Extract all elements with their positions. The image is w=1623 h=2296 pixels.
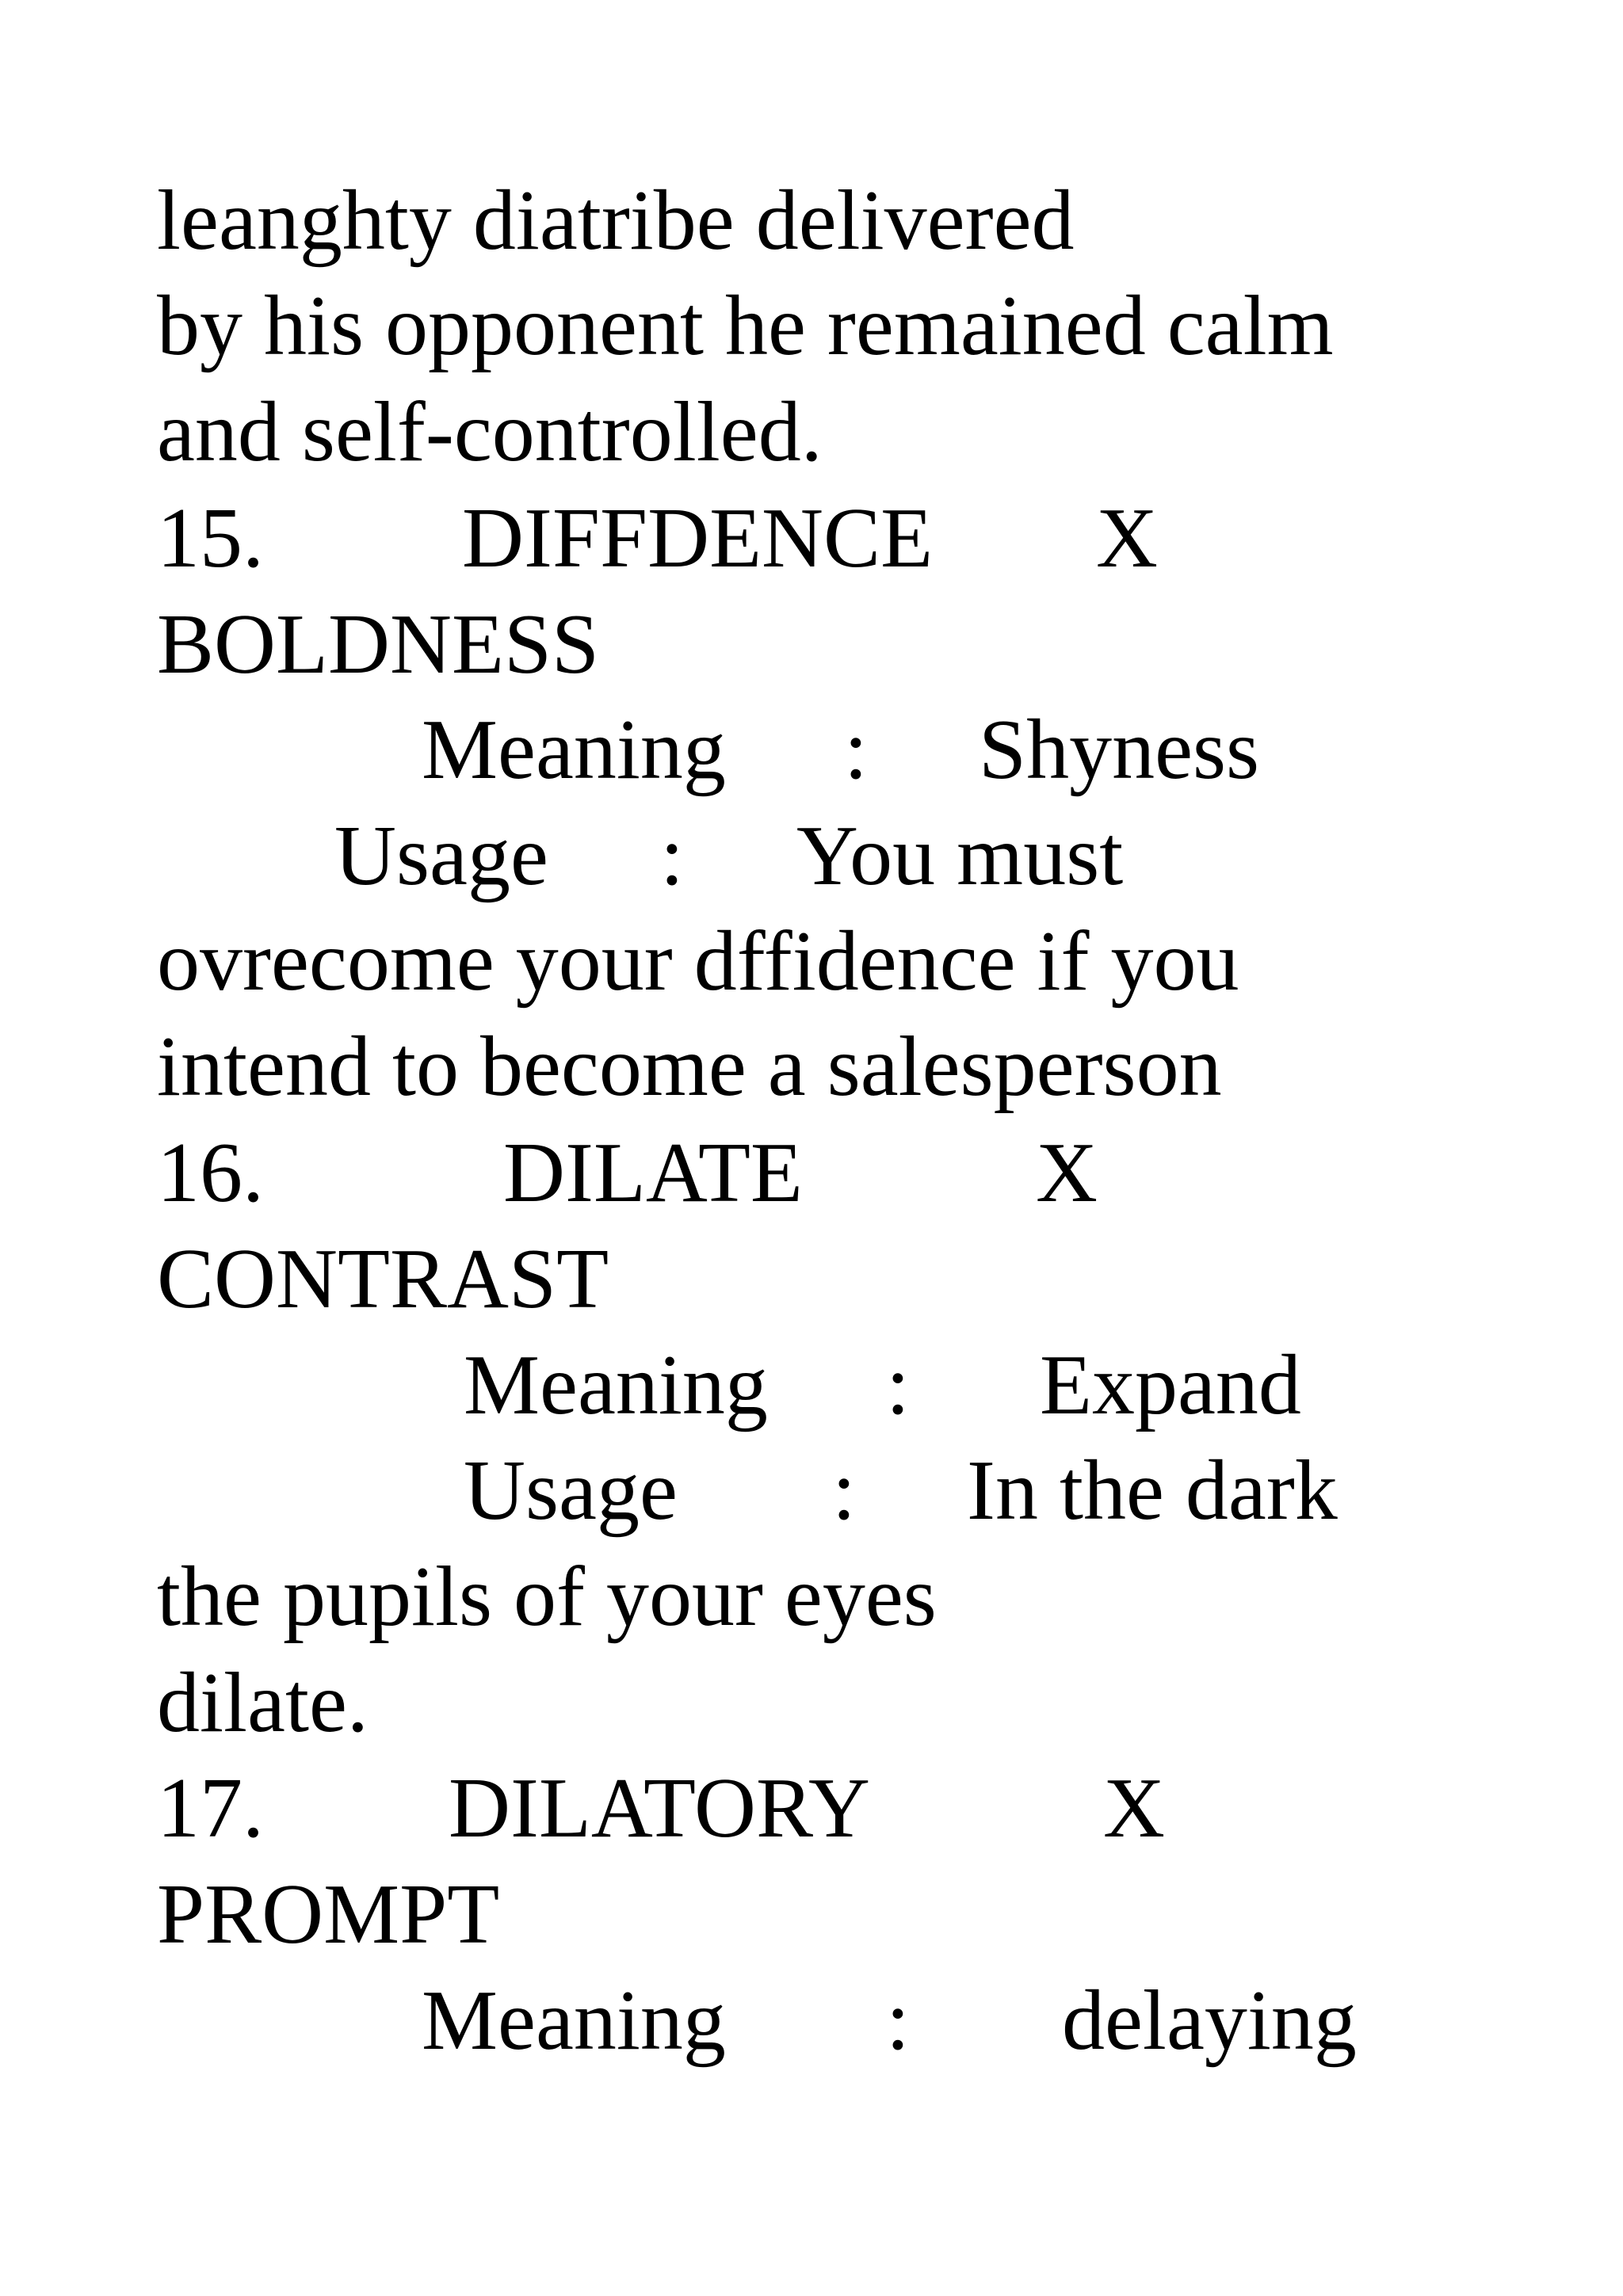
usage-label: Usage (464, 1444, 678, 1538)
meaning-label: Meaning (422, 703, 726, 797)
entry-antonym: PROMPT (157, 1867, 500, 1962)
entry-word: DIFFDENCE (462, 491, 934, 585)
meaning-value: Shyness (979, 703, 1260, 797)
meaning-value: Expand (1040, 1338, 1301, 1432)
meaning-colon: : (844, 703, 869, 797)
usage-colon: : (660, 809, 685, 903)
usage-line: ovrecome your dffidence if you (157, 914, 1239, 1009)
text-line: leanghty diatribe delivered (157, 174, 1075, 268)
entry-word: DILATE (503, 1126, 803, 1220)
entry-number: 15. (157, 491, 264, 585)
usage-line: intend to become a salesperson (157, 1020, 1222, 1114)
usage-colon: : (832, 1444, 857, 1538)
usage-value: In the dark (967, 1444, 1338, 1538)
entry-separator: X (1036, 1126, 1098, 1220)
meaning-label: Meaning (464, 1338, 768, 1432)
usage-value: You must (796, 809, 1124, 903)
meaning-value: delaying (1062, 1974, 1357, 2068)
usage-line: the pupils of your eyes (157, 1550, 937, 1644)
usage-label: Usage (334, 809, 548, 903)
entry-separator: X (1096, 491, 1158, 585)
meaning-colon: : (886, 1974, 911, 2068)
meaning-colon: : (886, 1338, 911, 1432)
entry-word: DILATORY (449, 1761, 871, 1855)
entry-antonym: BOLDNESS (157, 597, 600, 692)
entry-number: 17. (157, 1761, 264, 1855)
entry-separator: X (1103, 1761, 1165, 1855)
entry-number: 16. (157, 1126, 264, 1220)
meaning-label: Meaning (422, 1974, 726, 2068)
text-line: by his opponent he remained calm (157, 279, 1334, 373)
entry-antonym: CONTRAST (157, 1232, 609, 1326)
usage-line: dilate. (157, 1656, 369, 1750)
text-line: and self-controlled. (157, 385, 823, 479)
